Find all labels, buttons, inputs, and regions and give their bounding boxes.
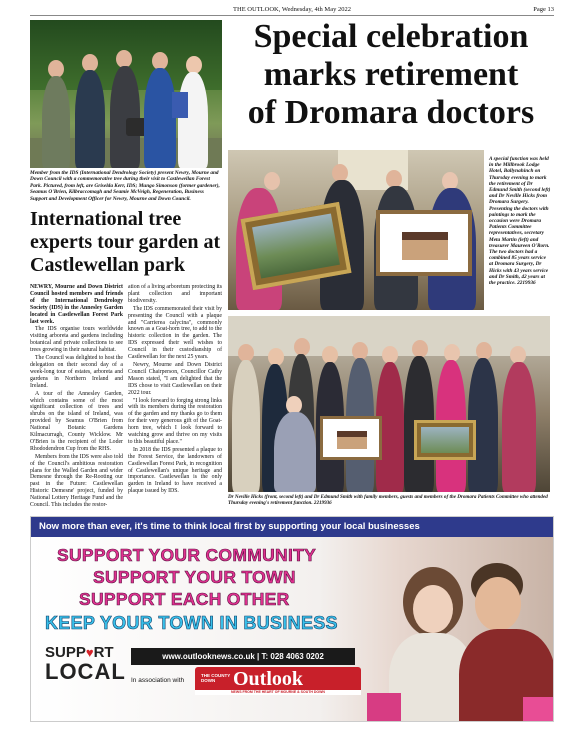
header-date: THE OUTLOOK, Wednesday, 4th May 2022	[233, 6, 351, 13]
page-number: Page 13	[533, 6, 554, 13]
tree-story-column-1	[30, 284, 123, 510]
support-local-advert	[30, 516, 554, 722]
group-photo	[228, 316, 550, 492]
painting-photo-caption: A special function was held in the Millbrook Lodge Hotel, Ballynahinch on Thursday evening to mark the retirement of Dr Edmund Smith (second left) and Dr Neville Hicks from Dromara Surgery. Presenting the doctors with paintings to mark the occasion were Dromara Patients Committee representatives, secretary Meta Martin (left) and treasurer Maureen O'Rorn. The two doctors had a combined 85 years service at Dromara Surgery, Dr Hicks with 43 years service and Dr Smith, 42 years at the practice. 2219936	[489, 156, 551, 287]
logo-text: LOCAL	[45, 659, 126, 684]
headline-line: marks retirement	[263, 56, 519, 93]
paragraph: Members from the IDS were also told of the Council's ambitious restoration plans for the Walled Garden and wider Demesne through the Re-Rooting our past in the Future: Castlewellan Historic Demesne' project, funded by National Lottery Heritage Fund and the Council. This includes the restor-	[30, 453, 123, 509]
slogan-each-other: SUPPORT EACH OTHER	[79, 589, 290, 609]
paragraph: In 2018 the IDS presented a plaque to the Forest Service, the landowners of Castlewellan Forest Park, in recognition of Castlewellan's unique heritage and importance. Castlewellan is the only garden in Ireland to have received a plaque issued by IDS.	[128, 446, 222, 495]
advert-banner: Now more than ever, it's time to think local first by supporting your local businesses	[31, 517, 554, 537]
headline-line: Special celebration	[253, 18, 529, 55]
association-label: In association with	[131, 677, 185, 684]
painting-presentation-photo	[228, 150, 484, 310]
brand-name: Outlook	[233, 668, 304, 690]
page-header	[30, 4, 554, 16]
slogan-community: SUPPORT YOUR COMMUNITY	[57, 545, 317, 565]
brand-strip: NEWS FROM THE HEART OF MOURNE & SOUTH DOWN	[195, 690, 361, 695]
paragraph: A tour of the Annesley Garden, which contains some of the most significant collection of trees and shrubs on the island of Ireland, was provided by Seamus O'Brien from National Botanic Gardens Kilmacurragh, County Wicklow. Mr O'Brien is the recipient of the Loder Rhododendron Cup from the RHS.	[30, 390, 123, 452]
paragraph: NEWRY, Mourne and Down District Council hosted members and friends of the International Dendrology Society (IDS) in the Annesley Garden located in Castlewellan Forest Park last week.	[30, 284, 123, 325]
tree-photo-caption: Member from the IDS (International Dendrology Society) present Newry, Mourne and Down Council with a commemorative tree during their visit to Castlewellan Forest Park. Pictured, from left, are Griselda Kerr, IDS; Mungo Simonson (former gardener), Seamus O'Brien, Kilbraccomagh and Seamie McVeigh, Regeneration, Business Support and Development Officer for Newry, Mourne and Down Council.	[30, 170, 220, 202]
paragraph: The IDS commemorated their visit by presenting the Council with a plaque and "Carrierea calycina", commonly known as a Goat-horn tree, to add to the historic collection in the garden. The IDS expressed their well wishes to Council in their custodianship of Castlewellan for the next 25 years.	[128, 305, 222, 361]
couple-photo	[363, 557, 554, 722]
contact-bar: www.outlooknews.co.uk | T: 028 4063 0202	[131, 648, 355, 665]
slogan-town: SUPPORT YOUR TOWN	[93, 567, 296, 587]
tree-story-column-2	[128, 284, 222, 496]
tree-story-headline: International tree experts tour garden at Castlewellan park	[30, 208, 221, 276]
support-local-logo	[45, 645, 126, 683]
headline-line: of Dromara doctors	[247, 94, 535, 131]
outlook-logo	[195, 667, 361, 695]
logo-small-text: THE COUNTY DOWN	[201, 673, 231, 683]
paragraph: The IDS organise tours worldwide visiting arboreta and gardens including botanical and private collections to see trees growing in their natural habitat.	[30, 326, 123, 354]
logo-text: RT	[93, 644, 114, 661]
group-photo-caption: Dr Neville Hicks (front, second left) and Dr Edmund Smith with family members, guests and members of the Dromara Patients Committee who attended Thursday evening's retirement function. 2219936	[228, 494, 548, 506]
logo-text: SUPP	[45, 644, 86, 661]
paragraph: Newry, Mourne and Down District Council Chairperson, Councillor Cathy Mason stated, "I am delighted that the IDS chose to visit Castlewellan on their 2022 tour.	[128, 361, 222, 396]
paragraph: "I look forward to forging strong links with its members during the restoration of the garden and my thanks go to them for their very generous gift of the Goat-horn tree, which I look forward to watching grow and thrive on my visits to this beautiful place."	[128, 397, 222, 445]
paragraph: The Council was delighted to host the delegation on their second day of a week-long tour of estates, arboreta and gardens in Northern Ireland and Ireland.	[30, 355, 123, 389]
paragraph: ation of a living arboretum protecting its plant collection and important biodiversity.	[128, 284, 223, 304]
tree-presentation-photo	[30, 20, 222, 168]
retirement-headline	[230, 18, 552, 132]
slogan-business: KEEP YOUR TOWN IN BUSINESS	[45, 613, 338, 633]
heart-icon: ♥	[85, 645, 94, 660]
